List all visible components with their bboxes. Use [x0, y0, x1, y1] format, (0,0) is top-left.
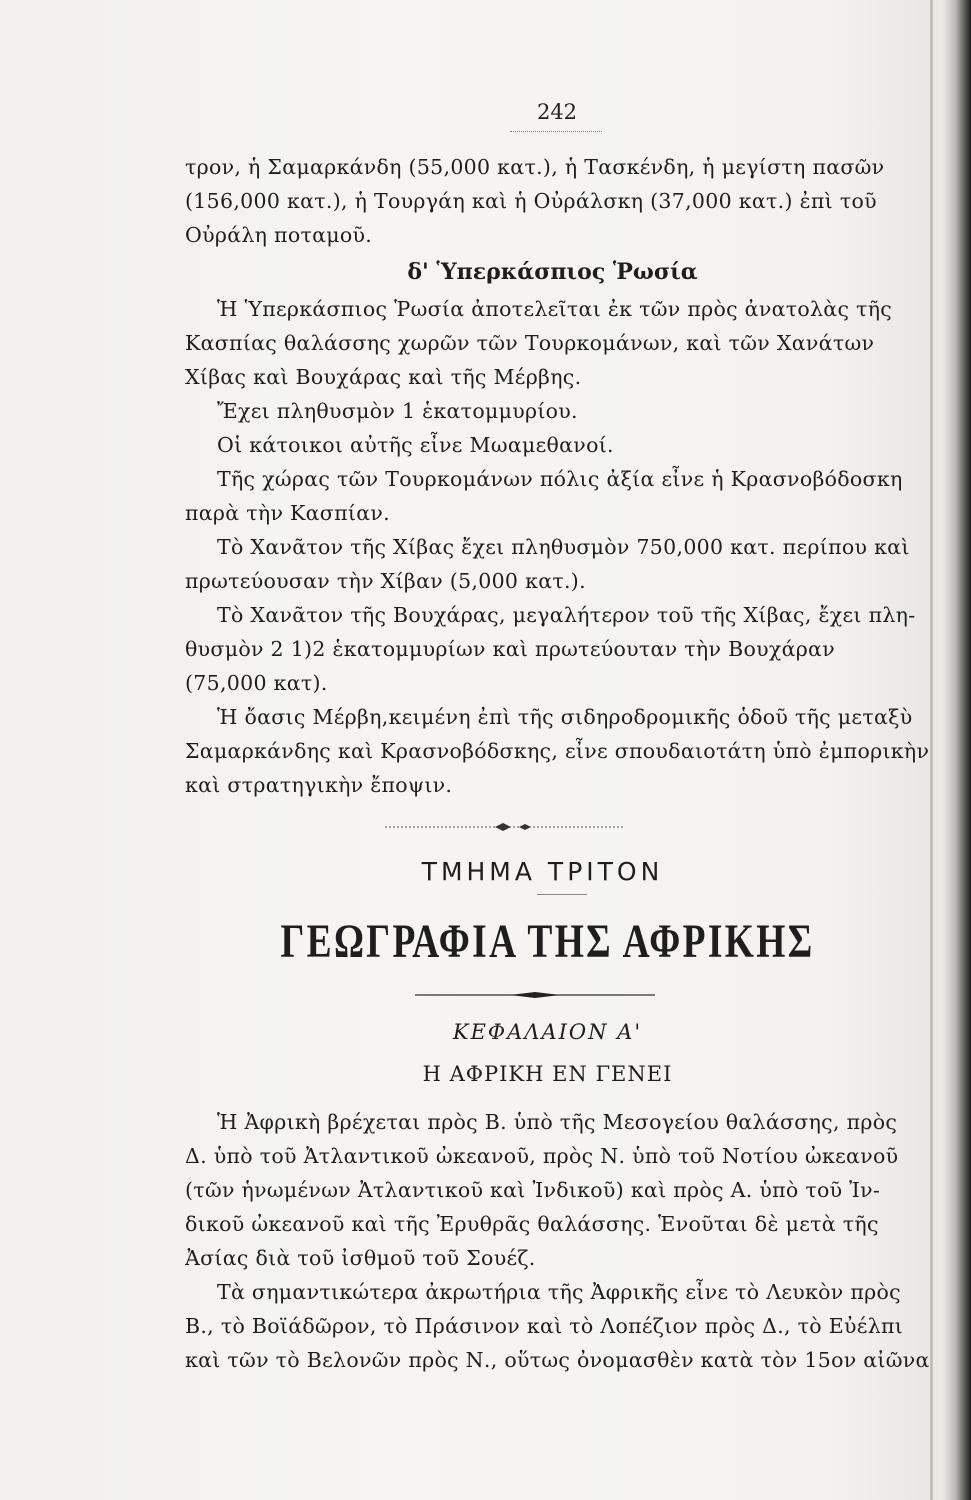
text-line: Τὰ σημαντικώτερα ἀκρωτήρια τῆς Ἀφρικῆς εἶνε τὸ Λευκὸν πρὸς	[217, 1280, 901, 1304]
text-line: Ἔχει πληθυσμὸν 1 ἑκατομμυρίου.	[217, 399, 578, 423]
title-rule	[415, 985, 655, 995]
section-title: ΓΕΩΓΡΑΦΙΑ ΤΗΣ ΑΦΡΙΚΗΣ	[280, 915, 815, 968]
text-line: Β., τὸ Βοϊάδῶρον, τὸ Πράσινον καὶ τὸ Λοπέζιον πρὸς Δ., τὸ Εὐέλπι	[185, 1314, 904, 1338]
text-line: Ἀσίας διὰ τοῦ ἰσθμοῦ τοῦ Σουέζ.	[185, 1246, 536, 1270]
text-line: Τῆς χώρας τῶν Τουρκομάνων πόλις ἀξία εἶνε ἡ Κρασνοβόδοσκη	[217, 467, 903, 491]
text-line: Ἡ Ἀφρικὴ βρέχεται πρὸς Β. ὑπὸ τῆς Μεσογείου θαλάσσης, πρὸς	[217, 1110, 898, 1134]
text-line: (τῶν ἡνωμένων Ἀτλαντικοῦ καὶ Ἰνδικοῦ) καὶ πρὸς Α. ὑπὸ τοῦ Ἰν-	[185, 1178, 881, 1202]
section-label: ΤΜΗΜΑ ΤΡΙΤΟΝ	[421, 857, 664, 886]
text-line: Οὐράλη ποταμοῦ.	[185, 223, 373, 247]
page-number: 242	[536, 100, 578, 124]
text-line: (75,000 κατ).	[185, 671, 328, 695]
text-line: παρὰ τὴν Κασπίαν.	[185, 501, 390, 525]
text-line: Κασπίας θαλάσσης χωρῶν τῶν Τουρκομάνων, καὶ τῶν Χανάτων	[185, 331, 875, 355]
text-line: (156,000 κατ.), ἡ Τουργάη καὶ ἡ Οὐράλσκη (37,000 κατ.) ἐπὶ τοῦ	[185, 189, 877, 213]
text-line: Οἱ κάτοικοι αὐτῆς εἶνε Μωαμεθανοί.	[217, 433, 614, 457]
text-line: Σαμαρκάνδης καὶ Κρασνοβόδσκης, εἶνε σπουδαιοτάτη ὑπὸ ἐμπορικὴν	[185, 739, 930, 763]
text-line: Χίβας καὶ Βουχάρας καὶ τῆς Μέρβης.	[185, 365, 582, 389]
text-line: καὶ τῶν τὸ Βελονῶν πρὸς Ν., οὕτως ὀνομασθὲν κατὰ τὸν 15ον αἰῶνα	[185, 1348, 930, 1372]
text-line: Δ. ὑπὸ τοῦ Ἀτλαντικοῦ ὠκεανοῦ, πρὸς Ν. ὑπὸ τοῦ Νοτίου ὠκεανοῦ	[185, 1144, 899, 1168]
text-line: καὶ στρατηγικὴν ἔποψιν.	[185, 773, 453, 797]
page-number-rule	[510, 131, 602, 132]
text-line: Τὸ Χανᾶτον τῆς Βουχάρας, μεγαλήτερον τοῦ τῆς Χίβας, ἔχει πλη-	[217, 603, 916, 627]
text-line: πρωτεύουσαν τὴν Χίβαν (5,000 κατ.).	[185, 569, 586, 593]
text-line: θυσμὸν 2 1)2 ἑκατομμυρίων καὶ πρωτεύουταν τὴν Βουχάραν	[185, 637, 835, 661]
chapter-title: Η ΑΦΡΙΚΗ ΕΝ ΓΕΝΕΙ	[422, 1062, 673, 1086]
page-crease	[930, 0, 933, 1500]
chapter-body	[185, 1105, 930, 1377]
subsection-heading: δ' Ὑπερκάσπιος Ῥωσία	[407, 259, 698, 285]
text-line: Τὸ Χανᾶτον τῆς Χίβας ἔχει πληθυσμὸν 750,000 κατ. περίπου καὶ	[217, 535, 910, 559]
ornamental-divider	[385, 820, 625, 834]
page-content	[185, 150, 930, 1377]
short-rule	[537, 894, 587, 895]
text-line: Ἡ ὄασις Μέρβη,κειμένη ἐπὶ τῆς σιδηροδρομικῆς ὁδοῦ τῆς μεταξὺ	[217, 705, 913, 729]
text-line: Ἡ Ὑπερκάσπιος Ῥωσία ἀποτελεῖται ἐκ τῶν πρὸς ἀνατολὰς τῆς	[217, 297, 893, 321]
text-line: δικοῦ ὠκεανοῦ καὶ τῆς Ἐρυθρᾶς θαλάσσης. Ἑνοῦται δὲ μετὰ τῆς	[185, 1212, 879, 1236]
chapter-label: ΚΕΦΑΛΑΙΟΝ Α'	[452, 1020, 643, 1044]
text-line: τρον, ἡ Σαμαρκάνδη (55,000 κατ.), ἡ Τασκένδη, ἡ μεγίστη πασῶν	[185, 155, 885, 179]
page-edge-shadow	[943, 0, 971, 1500]
